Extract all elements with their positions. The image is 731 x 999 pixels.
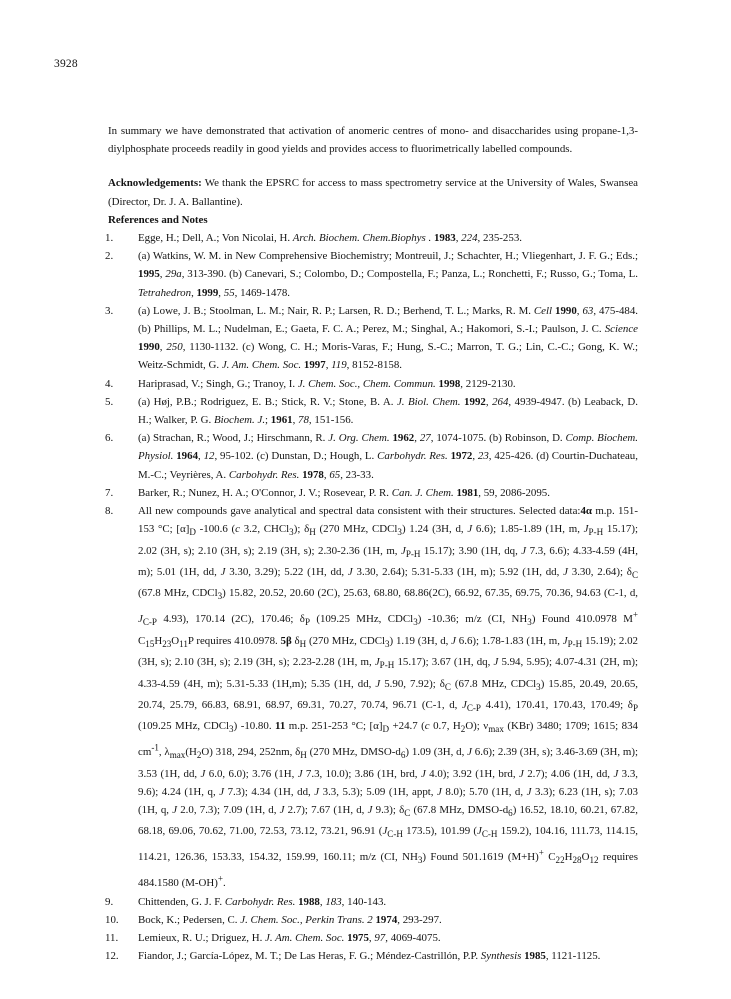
acknowledgements-label: Acknowledgements: [108,177,202,190]
reference-text: (a) Strachan, R.; Wood, J.; Hirschmann, R. J. Org. Chem. 1962, 27, 1074-1075. (b) Robinson, D. Comp. Biochem. Physiol. 1964, 12, 95-102. (c) Dunstan, D.; Hough, L. Carbohydr. Res. 1972, 23, 425-426. (d) Courtin-Duchateau, M.-C.; Veyrières, A. Carbohydr. Res. 1978, 65, 23-33. [138,432,638,481]
reference-item [105,375,638,393]
reference-item [105,893,638,911]
reference-number: 11. [105,932,119,945]
acknowledgements-text: We thank the EPSRC for access to mass spectrometry service at the University of Wales, Swansea (Director, Dr. J. A. Ballantine). [108,177,638,208]
reference-number: 12. [105,950,119,963]
reference-item [105,247,638,302]
reference-number: 7. [105,486,114,499]
summary-paragraph: In summary we have demonstrated that activation of anomeric centres of mono- and disaccharides using propane-1,3-diylphosphate proceeds readily in good yields and provides access to fluorimetrically labelled compounds. [108,125,638,156]
reference-text: Chittenden, G. J. F. Carbohydr. Res. 1988, 183, 140-143. [138,895,387,908]
reference-item [105,484,638,502]
reference-text: Lemieux, R. U.; Driguez, H. J. Am. Chem. Soc. 1975, 97, 4069-4075. [138,932,441,945]
references-heading: References and Notes [108,213,208,226]
reference-text: Barker, R.; Nunez, H. A.; O'Connor, J. V.; Rosevear, P. R. Can. J. Chem. 1981, 59, 2086-2095. [138,486,550,499]
reference-number: 9. [105,895,114,908]
reference-number: 6. [105,432,114,445]
reference-text: Egge, H.; Dell, A.; Von Nicolai, H. Arch. Biochem. Chem.Biophys . 1983, 224, 235-253. [138,232,522,245]
reference-item [105,947,638,965]
reference-item [105,502,639,893]
reference-number: 2. [105,250,114,263]
acknowledgements-paragraph [108,174,638,210]
reference-text: (a) Lowe, J. B.; Stoolman, L. M.; Nair, R. P.; Larsen, R. D.; Berhend, T. L.; Marks, R. M. Cell 1990, 63, 475-484. (b) Phillips, M. L.; Nudelman, E.; Gaeta, F. C. A.; Perez, M.; Singhal, A.; Hakomori, S.-I.; Paulson, J. C. Science 1990, 250, 1130-1132. (c) Wong, C. H.; Moris-Varas, F.; Hung, S.-C.; Marron, T. G.; Lin, C.-C.; Gong, K. W.; Weitz-Schmidt, G. J. Am. Chem. Soc. 1997, 119, 8152-8158. [138,304,639,372]
reference-text: Hariprasad, V.; Singh, G.; Tranoy, I. J. Chem. Soc., Chem. Commun. 1998, 2129-2130. [138,377,516,390]
reference-text: (a) Høj, P.B.; Rodriguez, E. B.; Stick, R. V.; Stone, B. A. J. Biol. Chem. 1992, 264, 4939-4947. (b) Leaback, D. H.; Walker, P. G. Biochem. J.; 1961, 78, 151-156. [138,395,638,427]
reference-item [105,229,638,247]
reference-item [105,302,639,375]
page-number: 3928 [54,58,78,70]
reference-item [105,911,638,929]
reference-number: 4. [105,377,114,390]
reference-text: (a) Watkins, W. M. in New Comprehensive Biochemistry; Montreuil, J.; Schachter, H.; Vliegenhart, J. F. G.; Eds.; 1995, 29a, 313-390. (b) Canevari, S.; Colombo, D.; Compostella, F.; Panza, L.; Ronchetti, F.; Russo, G.; Toma, L. Tetrahedron, 1999, 55, 1469-1478. [138,250,638,299]
reference-text: All new compounds gave analytical and spectral data consistent with their structures. Selected data:4α m.p. 151-153 °C; $[\alpha]_D$ -100.6 (c 3.2, CHCl$_3$); $\delta_H$ (270 MHz, CDCl$_3$) 1.24 (3H, d, J 6.6); 1.85-1.89 (1H, m, $J_{P-H}$ 15.17); 2.02 (3H, s); 2.10 (3H, s); 2.19 (3H, s); 2.30-2.36 (1H, m, $J_{P-H}$ 15.17); 3.90 (1H, dq, J 7.3, 6.6); 4.33-4.59 (4H, m); 5.01 (1H, dd, J 3.30, 3.29); 5.22 (1H, dd, J 3.30, 2.64); 5.31-5.33 (1H, m); 5.92 (1H, dd, J 3.30, 2.64); $\delta_C$ (67.8 MHz, CDCl$_3$) 15.82, 20.52, 20.60 (2C), 25.63, 68.80, 68.86(2C), 66.92, 67.35, 69.75, 70.36, 94.63 (C-1, d, $J_{C-P}$ 4.93), 170.14 (2C), 170.46; $\delta_P$ (109.25 MHz, CDCl$_3$) -10.36; m/z (CI, $NH_3$) Found 410.0978 M+ $C_{15}H_{23}O_{11}P$ requires 410.0978. 5β $\delta_H$ (270 MHz, CDCl$_3$) 1.19 (3H, d, J 6.6); 1.78-1.83 (1H, m, $J_{P-H}$ 15.19); 2.02 (3H, s); 2.10 (3H, s); 2.19 (3H, s); 2.23-2.28 (1H, m, $J_{P-H}$ 15.17); 3.67 (1H, dq, J 5.94, 5.95); 4.07-4.31 (2H, m); 4.33-4.59 (4H, m); 5.31-5.33 (1H,m); 5.35 (1H, dd, J 5.90, 7.92); $\delta_C$ (67.8 MHz, CDCl$_3$) 15.85, 20.49, 20.65, 20.74, 25.79, 66.83, 68.91, 68.97, 69.31, 70.27, 70.74, 96.71 (C-1, d, $J_{C-P}$ 4.41), 170.41, 170.43, 170.49; $\delta_P$ (109.25 MHz, CDCl$_3$) -10.80. 11 m.p. 251-253 °C; $[\alpha]_D +24.7$ (c 0.7, $H_2O$); $\nu_{max}$ (KBr) 3480; 1709; 1615; 834 $cm^{-1}$, $\lambda_{max}(H_2O)$ 318, 294, 252nm, $\delta_H$ (270 MHz, DMSO-$d_6$) 1.09 (3H, d, J 6.6); 2.39 (3H, s); 3.46-3.69 (3H, m); 3.53 (1H, dd, J 6.0, 6.0); 3.76 (1H, J 7.3, 10.0); 3.86 (1H, brd, J 4.0); 3.92 (1H, brd, J 2.7); 4.06 (1H, dd, J 3.3, 9.6); 4.24 (1H, q, J 7.3); 4.34 (1H, dd, J 3.3, 5.3); 5.09 (1H, appt, J 8.0); 5.70 (1H, d, J 3.3); 6.23 (1H, s); 7.03 (1H, q, J 2.0, 7.3); 7.09 (1H, d, J 2.7); 7.67 (1H, d, J 9.3); $\delta_C$ (67.8 MHz, DMSO-$d_6$) 16.52, 18.10, 60.21, 67.82, 68.18, 69.06, 70.62, 71.00, 72.53, 73.12, 73.21, 96.91 ($J_{C-H}$ 173.5), 101.99 ($J_{C-H}$ 159.2), 104.16, 111.73, 114.15, 114.21, 126.36, 153.33, 154.32, 159.99, 160.11; m/z (CI, $NH_3$) Found 501.1619 (M+H)+ $C_{22}H_{28}O_{12}$ requires 484.1580 (M-OH)+. [138,505,639,890]
reference-number: 5. [105,395,114,408]
reference-text: Bock, K.; Pedersen, C. J. Chem. Soc., Perkin Trans. 2 1974, 293-297. [138,913,442,926]
reference-text: Fiandor, J.; García-López, M. T.; De Las Heras, F. G.; Méndez-Castrillón, P.P. Synthesis 1985, 1121-1125. [138,950,601,963]
reference-number: 3. [105,304,114,317]
reference-number: 1. [105,232,114,245]
page-content [105,122,639,965]
reference-item [105,393,638,429]
reference-number: 8. [105,505,114,518]
reference-item [105,929,638,947]
reference-number: 10. [105,913,119,926]
reference-item [105,429,638,484]
references-list [105,229,639,965]
